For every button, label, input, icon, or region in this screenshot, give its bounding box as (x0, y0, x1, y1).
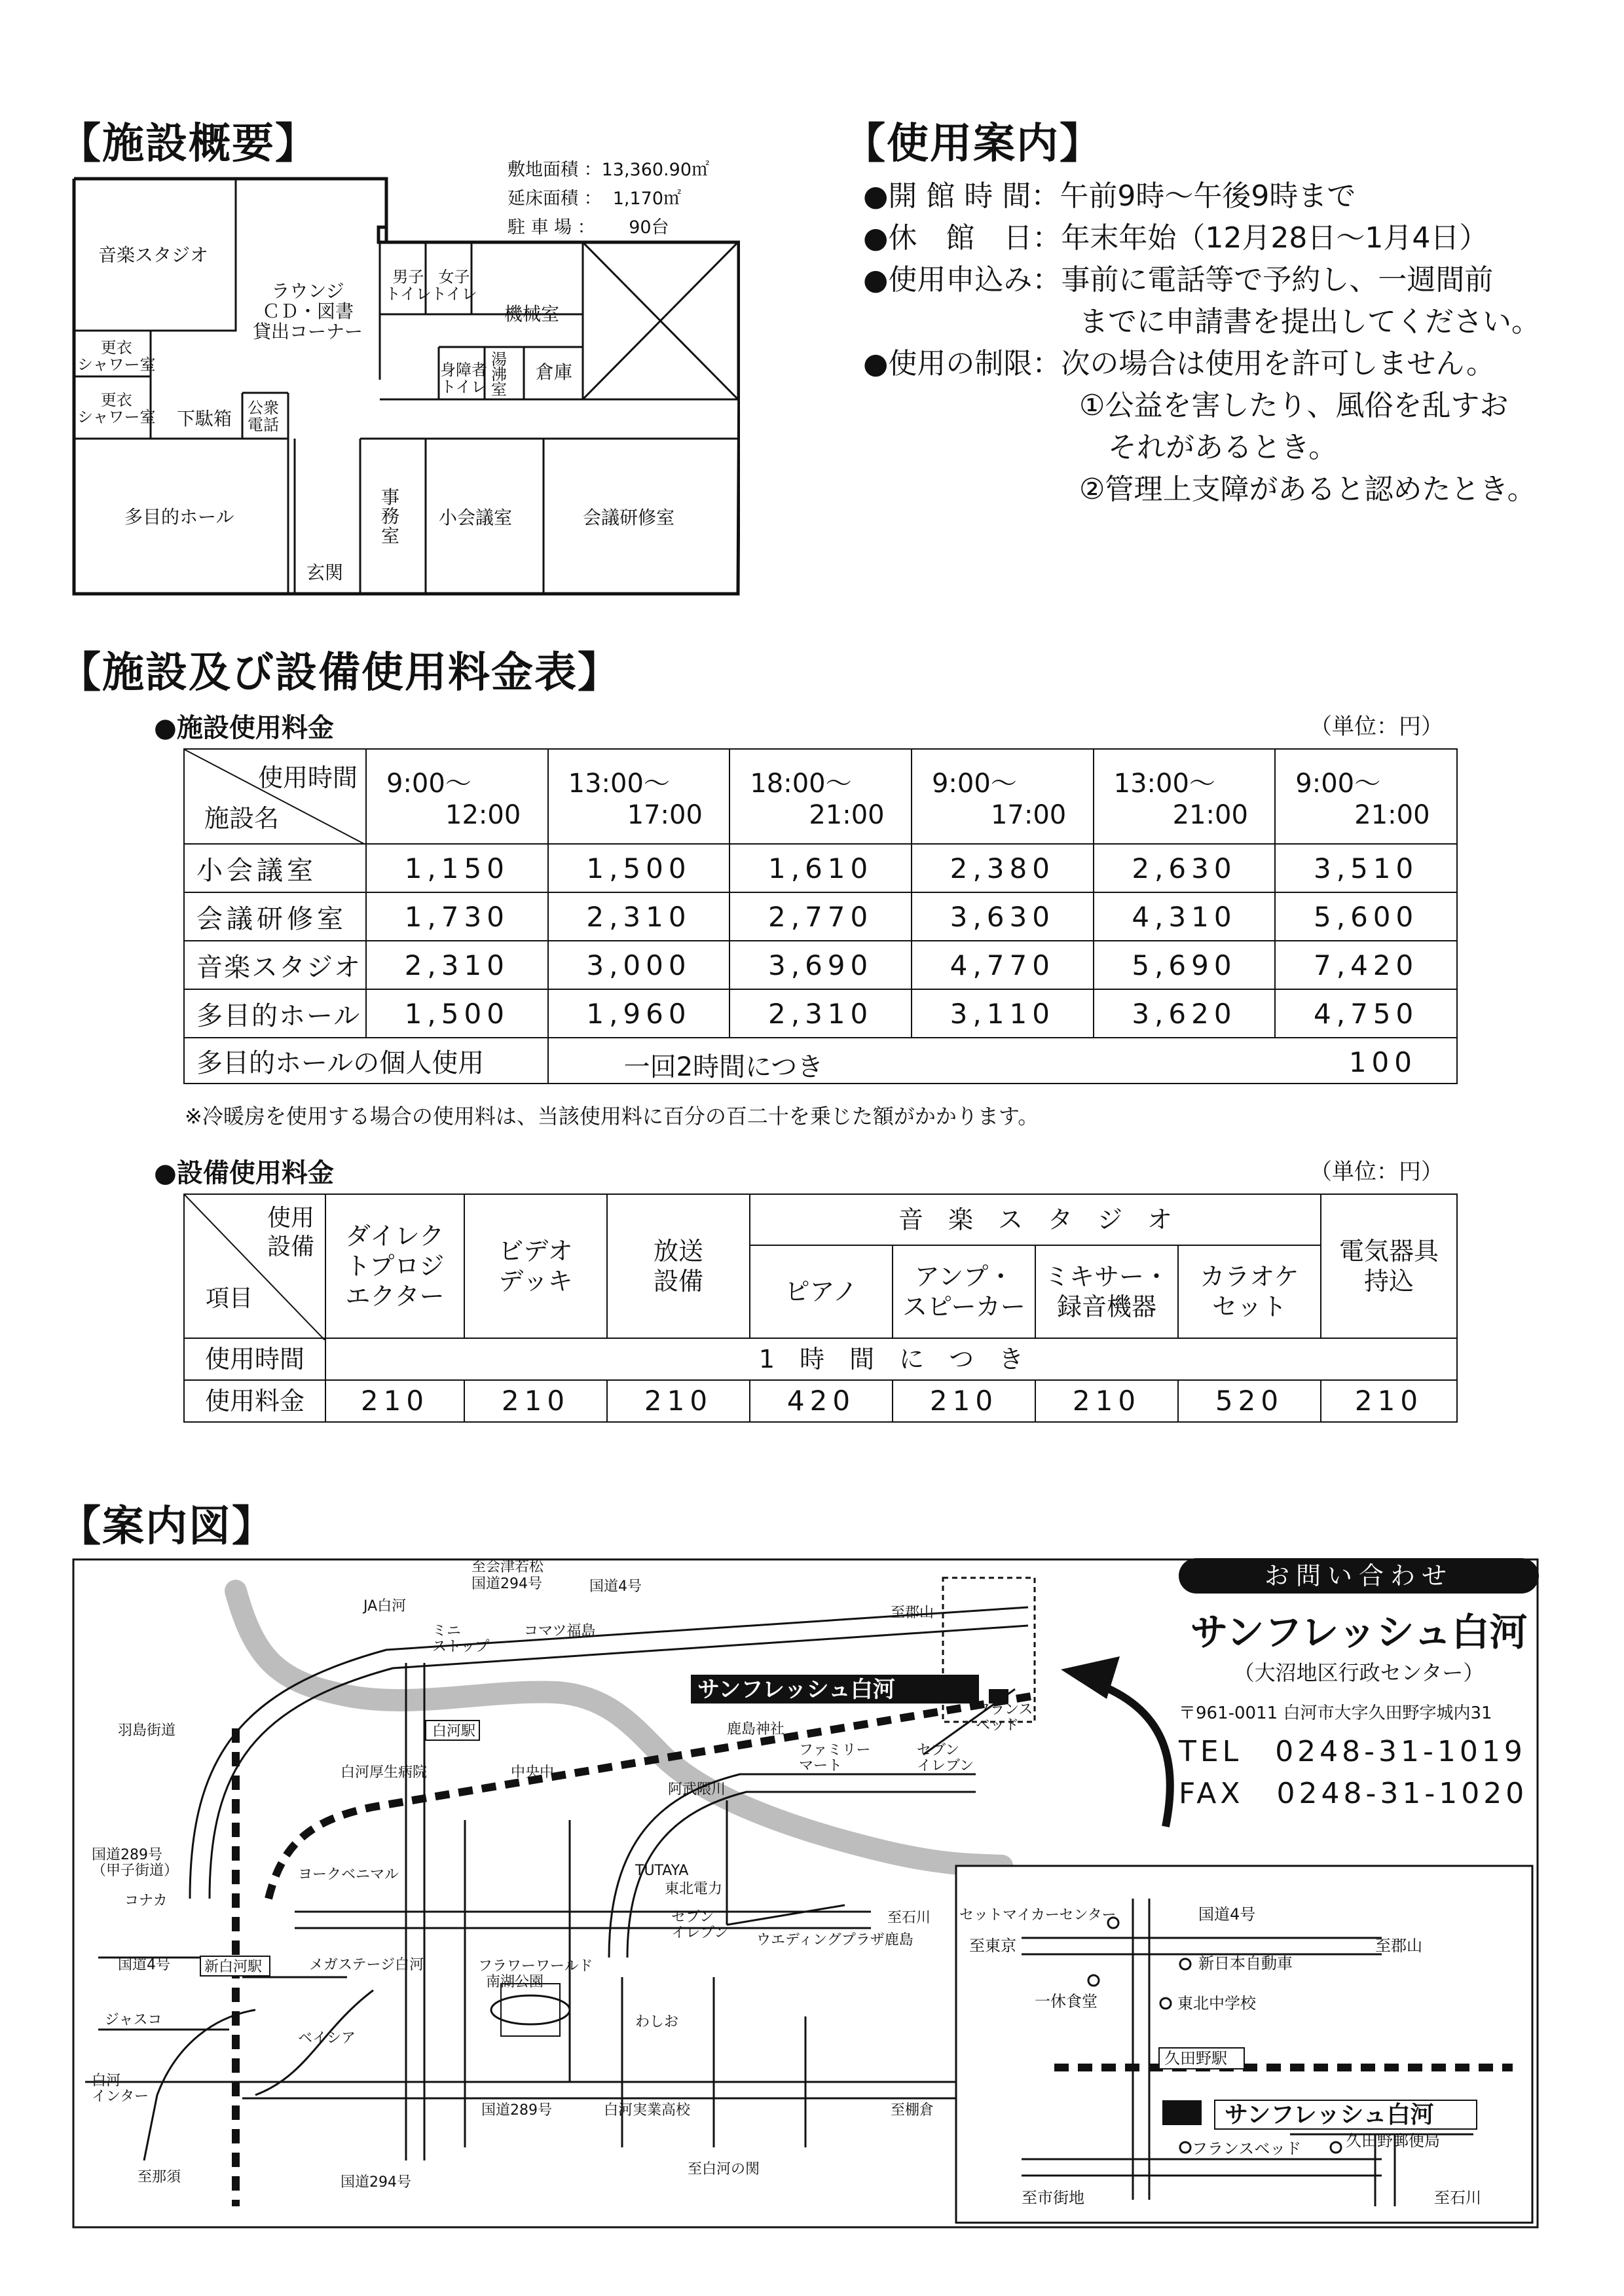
map-route289-bottom: 国道289号 (481, 2102, 552, 2119)
room-music-studio: 音楽スタジオ (98, 244, 209, 266)
inset-facility-label: サンフレッシュ白河 (1225, 2102, 1434, 2128)
room-accessible-toilet (440, 361, 487, 396)
office-line-2: 務 (381, 505, 400, 528)
eq-col-line: ピアノ (784, 1277, 858, 1306)
slot-start: 9:00～ (931, 769, 1017, 799)
room-public-phone (248, 399, 279, 434)
eq-fee-cell: 210 (1321, 1380, 1457, 1422)
eq-corner-top (267, 1204, 314, 1262)
equipment-fee-table (183, 1194, 1458, 1423)
guide-label: ●使用申込み： (863, 263, 1061, 297)
eq-col-line: ビデオ (498, 1237, 573, 1266)
inset-france-bed: フランスベッド (1192, 2140, 1302, 2158)
eq-col-line: ミキサー・ (1044, 1262, 1169, 1291)
map-france-bed-2: ベッド (976, 1717, 1020, 1734)
map-to-shirakawa-no-seki: 至白河の関 (688, 2161, 760, 2178)
parking: 駐 車 場 ： 90台 (507, 217, 669, 238)
room-entrance: 玄関 (306, 562, 344, 583)
personal-use-cell (548, 1038, 1457, 1084)
guide-label: ●休 館 日： (863, 221, 1061, 255)
time-slot-header (1275, 749, 1457, 844)
room-small-meeting: 小会議室 (439, 507, 513, 528)
slot-start: 18:00～ (750, 769, 852, 799)
map-to-aizu: 至会津若松 (471, 1559, 544, 1575)
womens-toilet-line-1: 女子 (438, 268, 470, 286)
eq-col-mixer (1035, 1245, 1178, 1338)
fee-cell: 2,310 (548, 892, 730, 941)
contact-address: 〒961-0011 白河市大字久田野字城内31 (1179, 1704, 1492, 1723)
room-multipurpose-hall: 多目的ホール (124, 506, 234, 528)
guide-text: 午前9時～午後9時まで (1060, 179, 1356, 213)
lounge-line-2: ＣＤ・図書 (261, 300, 354, 322)
contact-subname: （大沼地区行政センター） (1233, 1660, 1485, 1685)
room-training: 会議研修室 (583, 507, 675, 528)
guide-row (863, 469, 1540, 511)
phone-line-2: 電話 (248, 416, 279, 435)
fee-cell: 4,770 (912, 941, 1094, 989)
inset-set-micar: セットマイカーセンター (959, 1907, 1116, 1923)
map-flower-world-2: 南湖公園 (486, 1974, 544, 1990)
room-office (381, 488, 399, 545)
eq-col-line: 電気器具 (1338, 1237, 1439, 1266)
facility-name: 小会議室 (184, 844, 366, 892)
map-route4-top: 国道4号 (589, 1578, 642, 1595)
map-ja: JA白河 (363, 1598, 407, 1614)
eq-col-line: 放送 (653, 1237, 703, 1266)
office-line-1: 事 (381, 486, 400, 508)
map-to-nasu: 至那須 (138, 2169, 181, 2185)
map-family-mart-1: ファミリー (799, 1742, 871, 1758)
map-ministop-1: ミニ (432, 1623, 462, 1639)
usage-guide (863, 175, 1540, 511)
mens-toilet-line-2: トイレ (385, 285, 432, 304)
eq-fee-cell: 210 (1035, 1380, 1178, 1422)
eq-corner-cell (184, 1194, 325, 1338)
lounge-line-3: 貸出コーナー (252, 320, 363, 342)
heating-note: ※冷暖房を使用する場合の使用料は、当該使用料に百分の百二十を乗じた額がかかります。 (185, 1104, 1039, 1129)
fee-cell: 4,310 (1094, 892, 1276, 941)
guide-label: ●開 館 時 間： (863, 179, 1060, 213)
personal-use-desc: 一回2時間につき (623, 1052, 824, 1082)
table-row (184, 989, 1457, 1038)
accessible-line-1: 身障者 (440, 361, 487, 379)
heater-line-3: 室 (491, 380, 507, 399)
site-area: 敷地面積 ：13,360.90㎡ (507, 160, 709, 180)
fee-cell: 1,150 (366, 844, 548, 892)
guide-row (863, 217, 1540, 259)
fee-cell: 7,420 (1275, 941, 1457, 989)
eq-col-karaoke (1178, 1245, 1321, 1338)
room-lounge (246, 282, 370, 342)
shower-1-line-2: シャワー室 (77, 355, 156, 374)
facility-fee-title: ●施設使用料金 (154, 713, 334, 743)
slot-start: 9:00～ (386, 769, 471, 799)
contact-name: サンフレッシュ白河 (1190, 1610, 1528, 1654)
map-chuo-jh: 中央中 (511, 1764, 555, 1781)
inset-kutano-st: 久田野駅 (1164, 2049, 1227, 2068)
guide-row (863, 343, 1540, 385)
room-shower-1 (77, 339, 156, 374)
personal-use-fee: 100 (1348, 1046, 1417, 1078)
map-tutaya: TUTAYA (635, 1863, 689, 1879)
accessible-line-2: トイレ (440, 378, 487, 397)
eq-time-label: 使用時間 (184, 1338, 325, 1380)
fee-cell: 3,630 (912, 892, 1094, 941)
facility-fee-header-row (184, 749, 1457, 844)
fee-cell: 2,770 (729, 892, 912, 941)
map-seven-mid-2: イレブン (671, 1925, 729, 1941)
map-ic-2: インター (92, 2088, 149, 2105)
inset-tohoku-jh: 東北中学校 (1177, 1994, 1256, 2013)
map-shin-shirakawa: 新白河駅 (204, 1959, 263, 1975)
contact-tel: TEL 0248-31-1019 (1179, 1735, 1526, 1768)
equipment-header-row-1 (184, 1194, 1457, 1245)
eq-col-line: デッキ (498, 1267, 573, 1296)
guide-text: 事前に電話等で予約し、一週間前 (1061, 263, 1494, 297)
fee-cell: 2,380 (912, 844, 1094, 892)
guide-text: ①公益を害したり、風俗を乱すお (1079, 389, 1509, 422)
fee-cell: 1,500 (366, 989, 548, 1038)
guide-row (863, 385, 1540, 427)
time-slot-header (1094, 749, 1276, 844)
guide-row (863, 427, 1540, 469)
fee-cell: 4,750 (1275, 989, 1457, 1038)
guide-text: 次の場合は使用を許可しません。 (1061, 347, 1496, 380)
facility-name: 音楽スタジオ (184, 941, 366, 989)
map-beisia: ベイシア (298, 2030, 356, 2047)
fee-cell: 1,960 (548, 989, 730, 1038)
personal-use-name: 多目的ホールの個人使用 (184, 1038, 548, 1084)
time-slot-header (729, 749, 912, 844)
area-stats (507, 156, 709, 242)
map-to-koriyama: 至郡山 (891, 1605, 934, 1621)
shower-1-line-1: 更衣 (100, 338, 132, 357)
facility-fee-unit: （単位：円） (1310, 714, 1443, 740)
map-facility-label: サンフレッシュ白河 (697, 1677, 895, 1703)
eq-col-broadcast (607, 1194, 750, 1338)
eq-col-amp (893, 1245, 1035, 1338)
eq-col-projector (325, 1194, 464, 1338)
eq-col-line: 設備 (653, 1267, 703, 1296)
slot-start: 13:00～ (568, 769, 670, 799)
contact-heading: お問い合わせ (1179, 1558, 1539, 1594)
room-water-heater (491, 352, 507, 397)
inset-route4: 国道4号 (1198, 1905, 1256, 1923)
eq-fee-cell: 210 (464, 1380, 607, 1422)
fee-cell: 3,620 (1094, 989, 1276, 1038)
map-konaka: コナカ (124, 1893, 168, 1909)
map-washio: わしお (635, 2014, 679, 2030)
eq-fee-label: 使用料金 (184, 1380, 325, 1422)
map-family-mart-2: マート (799, 1758, 843, 1774)
fee-cell: 1,730 (366, 892, 548, 941)
table-row (184, 892, 1457, 941)
map-abukuma: 阿武隈川 (668, 1781, 726, 1798)
map-flower-world-1: フラワーワールド (478, 1958, 593, 1975)
map-heading: 【案内図】 (59, 1503, 275, 1551)
map-ministop-2: ストップ (432, 1639, 490, 1655)
room-storage: 倉庫 (536, 361, 573, 383)
map-jusco: ジャスコ (105, 2012, 162, 2028)
map-shirakawa-st: 白河駅 (432, 1723, 476, 1740)
map-megastage: メガステージ白河 (309, 1957, 424, 1973)
map-to-tanagura: 至棚倉 (891, 2102, 934, 2119)
eq-fee-cell: 210 (325, 1380, 464, 1422)
map-ic-1: 白河 (92, 2073, 121, 2089)
inset-ikkyu: 一休食堂 (1035, 1992, 1098, 2011)
eq-col-line: エクター (345, 1282, 445, 1311)
eq-fee-cell: 210 (893, 1380, 1035, 1422)
fee-cell: 2,310 (366, 941, 548, 989)
map-seven-top-1: セブン (917, 1742, 960, 1758)
inset-to-koriyama: 至郡山 (1375, 1937, 1422, 1955)
equipment-fee-title: ●設備使用料金 (154, 1158, 334, 1188)
fee-cell: 3,690 (729, 941, 912, 989)
heater-line-1: 湯 (491, 350, 507, 369)
river (236, 1591, 1002, 1866)
eq-col-line: 録音機器 (1056, 1292, 1156, 1321)
eq-col-line: アンプ・ (914, 1262, 1014, 1291)
eq-corner-top-2: 設備 (267, 1233, 314, 1260)
time-slot-header (912, 749, 1094, 844)
inset-kutano-post: 久田野郵便局 (1346, 2132, 1440, 2150)
usage-guide-heading: 【使用案内】 (843, 120, 1103, 168)
eq-music-group: 音 楽 ス タ ジ オ (750, 1194, 1321, 1245)
map-jitsugyo: 白河実業高校 (604, 2102, 691, 2119)
eq-corner-top-1: 使用 (267, 1205, 314, 1231)
room-mens-toilet (385, 268, 432, 303)
slot-end: 12:00 (445, 800, 521, 830)
facility-fee-table (183, 748, 1458, 1084)
map-kosei-hospital: 白河厚生病院 (341, 1764, 428, 1781)
eq-col-line: 持込 (1363, 1267, 1414, 1296)
personal-use-row (184, 1038, 1457, 1084)
slot-end: 17:00 (990, 800, 1067, 830)
inset-to-ishikawa: 至石川 (1434, 2189, 1481, 2207)
table-row (184, 941, 1457, 989)
guide-label: ●使用の制限： (863, 347, 1061, 380)
map-route289-1: 国道289号 (92, 1847, 162, 1863)
fee-cell: 3,000 (548, 941, 730, 989)
fee-cell: 2,310 (729, 989, 912, 1038)
eq-time-row (184, 1338, 1457, 1380)
map-hashima: 羽島街道 (118, 1722, 176, 1739)
time-slot-header (366, 749, 548, 844)
mens-toilet-line-1: 男子 (392, 268, 424, 286)
fee-cell: 2,630 (1094, 844, 1276, 892)
room-shoe-box: 下駄箱 (177, 408, 232, 429)
shower-2-line-1: 更衣 (100, 391, 132, 409)
map-wedding: ウエディングプラザ鹿島 (756, 1932, 913, 1948)
eq-col-line: スピーカー (902, 1292, 1025, 1321)
fee-cell: 1,500 (548, 844, 730, 892)
eq-col-line: セット (1211, 1292, 1287, 1321)
room-machine: 機械室 (504, 303, 560, 325)
fee-cell: 5,600 (1275, 892, 1457, 941)
map-tohoku-denryoku: 東北電力 (665, 1881, 723, 1897)
map-route294-top: 国道294号 (471, 1576, 542, 1592)
corner-cell (184, 749, 366, 844)
floor-area: 延床面積 ： 1,170㎡ (507, 189, 682, 209)
map-kashima: 鹿島神社 (727, 1721, 785, 1738)
inset-to-city: 至市街地 (1022, 2189, 1084, 2207)
womens-toilet-line-2: トイレ (431, 285, 477, 304)
fee-table-heading: 【施設及び設備使用料金表】 (59, 649, 621, 697)
map-york: ヨークベニマル (298, 1867, 399, 1883)
map-route289-2: （甲子街道） (92, 1863, 179, 1879)
map-seven-mid-1: セブン (671, 1909, 714, 1925)
contact-fax: FAX 0248-31-1020 (1179, 1777, 1528, 1810)
eq-fee-row (184, 1380, 1457, 1422)
facility-overview-heading: 【施設概要】 (59, 120, 318, 168)
eq-col-line: トプロジ (345, 1252, 445, 1281)
fee-cell: 3,510 (1275, 844, 1457, 892)
fee-cell: 5,690 (1094, 941, 1276, 989)
slot-start: 13:00～ (1113, 769, 1215, 799)
corner-top-label: 使用時間 (257, 763, 358, 792)
guide-row (863, 301, 1540, 343)
guide-text: ②管理上支障があると認めたとき。 (1079, 473, 1536, 506)
facility-name: 会議研修室 (184, 892, 366, 941)
guide-text: までに申請書を提出してください。 (1079, 305, 1540, 338)
corner-bottom-label: 施設名 (204, 804, 280, 833)
fee-cell: 1,610 (729, 844, 912, 892)
map-route294-bottom: 国道294号 (341, 2174, 411, 2191)
map-route4-left: 国道4号 (118, 1957, 170, 1973)
inset-to-tokyo: 至東京 (969, 1937, 1016, 1955)
table-row (184, 844, 1457, 892)
contact-box (1179, 1558, 1539, 1812)
map-france-bed-1: フランス (976, 1702, 1033, 1718)
heater-line-2: 沸 (491, 365, 507, 384)
facility-name: 多目的ホール (184, 989, 366, 1038)
inset-shin-nihon: 新日本自動車 (1198, 1954, 1293, 1973)
room-womens-toilet (431, 268, 477, 303)
eq-col-video (464, 1194, 607, 1338)
phone-line-1: 公衆 (248, 399, 279, 417)
eq-col-line: カラオケ (1200, 1262, 1299, 1291)
guide-row (863, 175, 1540, 217)
slot-end: 17:00 (627, 800, 703, 830)
map-to-ishikawa: 至石川 (887, 1910, 931, 1926)
slot-start: 9:00～ (1295, 769, 1381, 799)
fee-cell: 3,110 (912, 989, 1094, 1038)
eq-fee-cell: 420 (750, 1380, 893, 1422)
office-line-3: 室 (381, 524, 400, 547)
eq-col-piano (750, 1245, 893, 1338)
eq-time-text: 1 時 間 に つ き (325, 1338, 1457, 1380)
eq-fee-cell: 210 (607, 1380, 750, 1422)
guide-row (863, 259, 1540, 301)
eq-col-line: ダイレク (345, 1222, 445, 1250)
room-shower-2 (77, 392, 156, 426)
guide-text: それがあるとき。 (1079, 431, 1338, 464)
eq-fee-cell: 520 (1178, 1380, 1321, 1422)
eq-col-electric (1321, 1194, 1457, 1338)
slot-end: 21:00 (809, 800, 885, 830)
lounge-line-1: ラウンジ (271, 280, 344, 302)
shower-2-line-2: シャワー室 (77, 408, 156, 427)
eq-corner-bottom: 項目 (206, 1285, 253, 1312)
time-slot-header (548, 749, 730, 844)
map-seven-top-2: イレブン (917, 1758, 974, 1774)
map-komatsu: コマツ福島 (524, 1623, 596, 1639)
slot-end: 21:00 (1354, 800, 1430, 830)
slot-end: 21:00 (1172, 800, 1248, 830)
equipment-fee-unit: （単位：円） (1310, 1159, 1443, 1185)
guide-text: 年末年始（12月28日～1月4日） (1061, 221, 1488, 255)
